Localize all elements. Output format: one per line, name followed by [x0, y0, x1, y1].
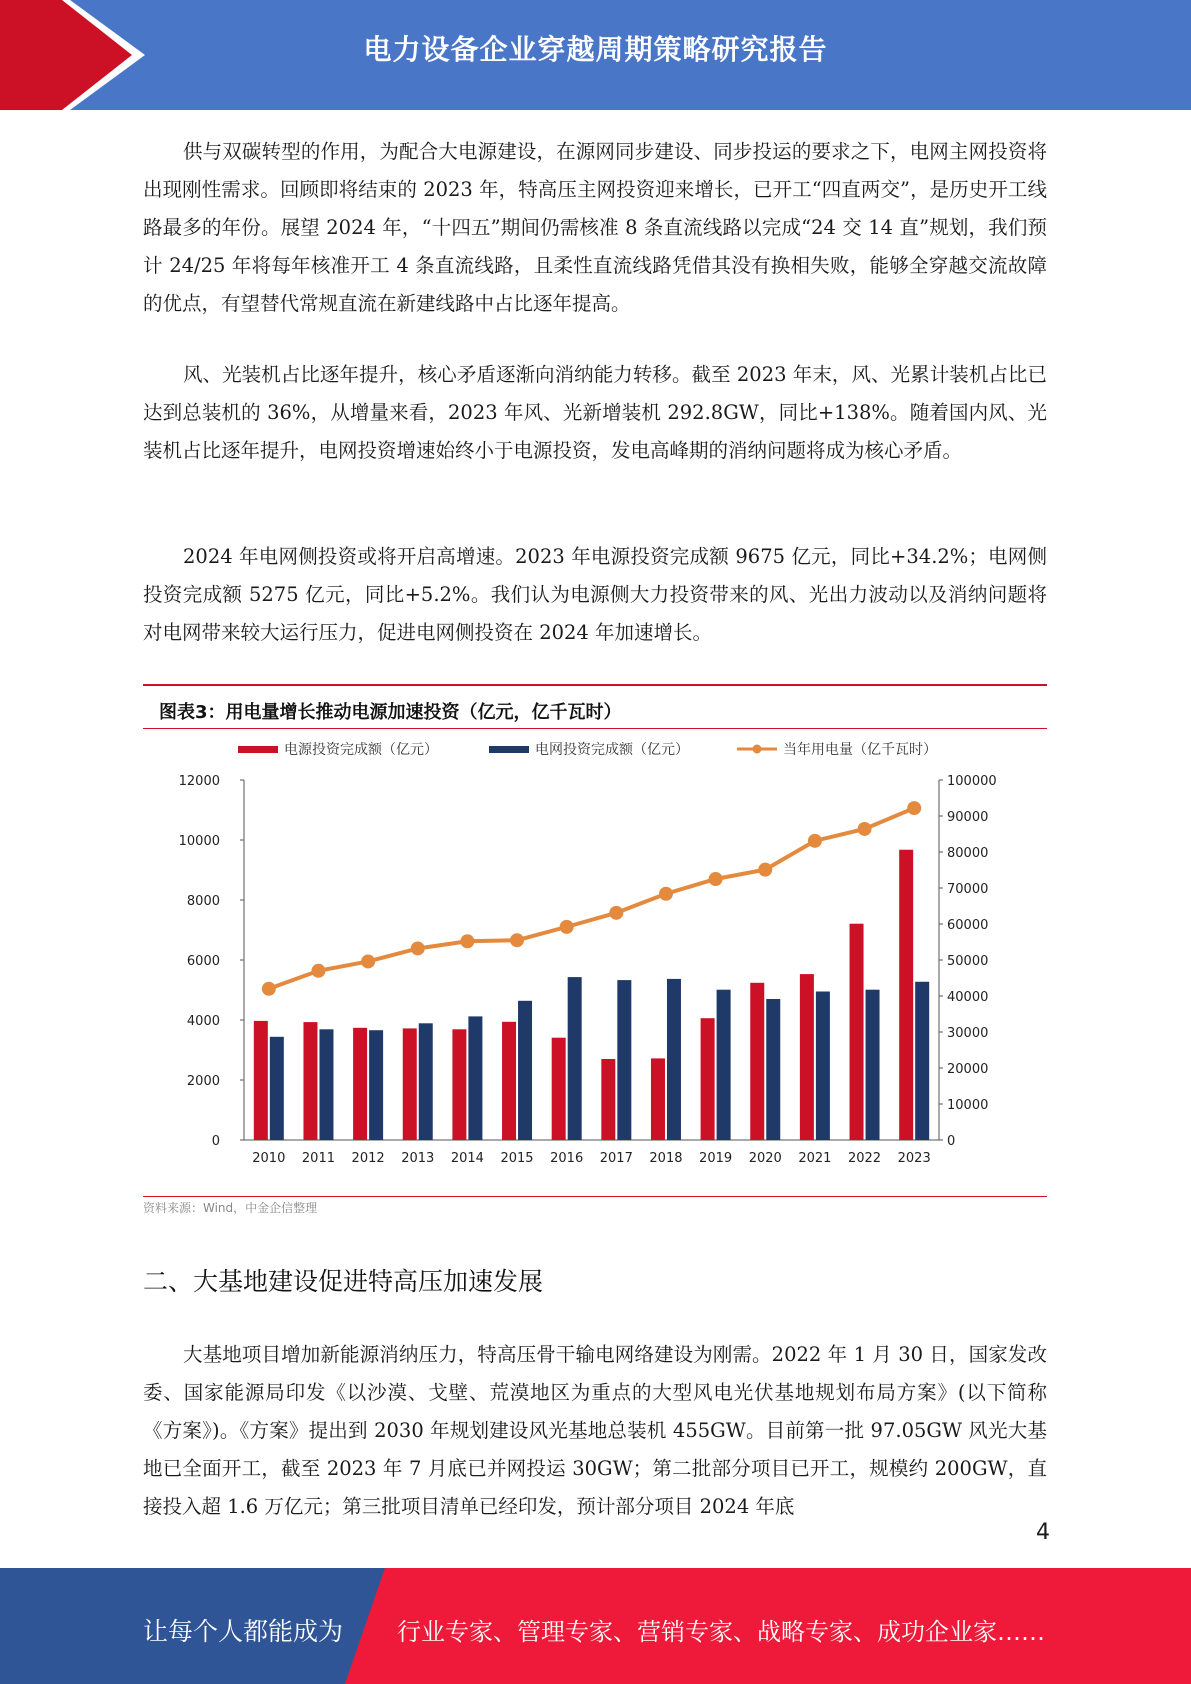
bar-1-2018 — [667, 979, 681, 1140]
legend-marker-2 — [753, 745, 762, 754]
y-left-tick-4: 8000 — [186, 894, 220, 909]
bar-0-2015 — [502, 1022, 516, 1140]
body-paragraph-4: 大基地项目增加新能源消纳压力，特高压骨干输电网络建设为刚需。2022 年 1 月 30 日，国家发改委、国家能源局印发《以沙漠、戈壁、荒漠地区为重点的大型风电光伏基地规划布局方案》(以下简称《方案》)。《方案》提出到 2030 年规划建设风光基地总装机 455GW。目前第一批 97.05GW 风光大基地已全面开工，截至 2023 年 7 月底已并网投运 30GW；第二批部分项目已开工，规模约 200GW，直接投入超 1.6 万亿元；第三批项目清单已经印发，预计部分项目 2024 年底 — [143, 1343, 1047, 1518]
bar-1-2023 — [915, 982, 929, 1140]
x-tick-2011: 2011 — [301, 1151, 336, 1166]
x-tick-2012: 2012 — [351, 1151, 385, 1166]
x-tick-2018: 2018 — [649, 1151, 683, 1166]
bar-0-2012 — [353, 1028, 367, 1140]
line-point-2016 — [560, 920, 574, 934]
bar-1-2020 — [766, 999, 780, 1140]
y-right-tick-4: 40000 — [947, 990, 989, 1005]
x-tick-2016: 2016 — [550, 1151, 584, 1166]
legend-label-1: 电网投资完成额（亿元） — [535, 742, 689, 758]
x-tick-2017: 2017 — [599, 1151, 633, 1166]
section-heading: 二、大基地建设促进特高压加速发展 — [143, 1267, 544, 1296]
figure-bottom-rule — [143, 1196, 1047, 1197]
bar-1-2019 — [717, 990, 731, 1140]
x-tick-2023: 2023 — [897, 1151, 931, 1166]
y-left-tick-3: 6000 — [186, 954, 220, 969]
bar-0-2023 — [899, 850, 913, 1140]
line-point-2020 — [758, 863, 772, 877]
line-point-2015 — [510, 933, 524, 947]
x-tick-2021: 2021 — [798, 1151, 832, 1166]
line-point-2010 — [262, 982, 276, 996]
x-tick-2022: 2022 — [847, 1151, 882, 1166]
body-paragraph-1: 供与双碳转型的作用，为配合大电源建设，在源网同步建设、同步投运的要求之下，电网主网投资将出现刚性需求。回顾即将结束的 2023 年，特高压主网投资迎来增长，已开工“四直两交”，是历史开工线路最多的年份。展望 2024 年，“十四五”期间仍需核准 8 条直流线路以完成“24 交 14 直”规划，我们预计 24/25 年将每年核准开工 4 条直流线路，且柔性直流线路凭借其没有换相失败，能够全穿越交流故障的优点，有望替代常规直流在新建线路中占比逐年提高。 — [143, 140, 1047, 315]
line-point-2018 — [659, 887, 673, 901]
y-right-tick-9: 90000 — [947, 810, 989, 825]
bar-1-2010 — [270, 1037, 284, 1140]
body-paragraph-2: 风、光装机占比逐年提升，核心矛盾逐渐向消纳能力转移。截至 2023 年末，风、光累计装机占比已达到总装机的 36%，从增量来看，2023 年风、光新增装机 292.8GW，同比+138%。随着国内风、光装机占比逐年提升，电网投资增速始终小于电源投资，发电高峰期的消纳问题将成为核心矛盾。 — [143, 363, 1047, 462]
y-right-tick-1: 10000 — [947, 1098, 989, 1113]
figure-title: 图表3：用电量增长推动电源加速投资（亿元，亿千瓦时） — [159, 702, 622, 723]
y-right-tick-6: 60000 — [947, 918, 989, 933]
bar-0-2020 — [750, 983, 764, 1140]
page-footer — [0, 1568, 1191, 1684]
x-tick-2013: 2013 — [401, 1151, 435, 1166]
line-point-2022 — [858, 822, 872, 836]
bar-0-2018 — [651, 1058, 665, 1140]
bar-1-2014 — [468, 1016, 482, 1140]
x-tick-2019: 2019 — [699, 1151, 733, 1166]
y-left-tick-0: 0 — [211, 1134, 220, 1149]
bar-0-2019 — [701, 1018, 715, 1140]
figure-3 — [143, 684, 1047, 1215]
bar-0-2016 — [552, 1038, 566, 1140]
line-point-2014 — [460, 934, 474, 948]
y-right-tick-2: 20000 — [947, 1062, 989, 1077]
legend-label-0: 电源投资完成额（亿元） — [284, 742, 438, 758]
x-tick-2010: 2010 — [252, 1151, 286, 1166]
bar-1-2012 — [369, 1030, 383, 1140]
investment-chart — [143, 724, 1047, 1194]
bar-1-2013 — [419, 1023, 433, 1140]
legend-swatch-1 — [489, 746, 529, 753]
bar-1-2011 — [319, 1029, 333, 1140]
line-point-2013 — [411, 941, 425, 955]
line-point-2021 — [808, 834, 822, 848]
x-tick-2014: 2014 — [450, 1151, 484, 1166]
bar-0-2014 — [452, 1029, 466, 1140]
y-left-tick-5: 10000 — [178, 834, 220, 849]
bar-0-2010 — [254, 1021, 268, 1140]
y-right-tick-3: 30000 — [947, 1026, 989, 1041]
y-left-tick-2: 4000 — [186, 1014, 220, 1029]
bar-0-2013 — [403, 1028, 417, 1140]
x-tick-2015: 2015 — [500, 1151, 534, 1166]
figure-top-rule — [143, 684, 1047, 686]
y-right-tick-0: 0 — [947, 1134, 956, 1149]
bar-1-2015 — [518, 1001, 532, 1140]
footer-slogan-right: 行业专家、管理专家、营销专家、战略专家、成功企业家…… — [397, 1618, 1045, 1646]
line-point-2017 — [609, 906, 623, 920]
footer-slogan-left: 让每个人都能成为 — [143, 1617, 344, 1646]
page-number: 4 — [1036, 1520, 1050, 1545]
y-right-tick-7: 70000 — [947, 882, 989, 897]
line-point-2019 — [709, 872, 723, 886]
bar-0-2022 — [850, 924, 864, 1140]
x-tick-2020: 2020 — [748, 1151, 782, 1166]
line-point-2023 — [907, 801, 921, 815]
bar-1-2017 — [617, 980, 631, 1140]
y-left-tick-6: 12000 — [178, 774, 220, 789]
bar-0-2017 — [601, 1059, 615, 1140]
bar-0-2011 — [303, 1022, 317, 1140]
bar-1-2022 — [866, 990, 880, 1140]
bar-1-2021 — [816, 992, 830, 1141]
bar-0-2021 — [800, 974, 814, 1140]
y-left-tick-1: 2000 — [186, 1074, 220, 1089]
y-right-tick-10: 100000 — [947, 774, 997, 789]
y-right-tick-5: 50000 — [947, 954, 989, 969]
line-point-2012 — [361, 954, 375, 968]
body-paragraph-3: 2024 年电网侧投资或将开启高增速。2023 年电源投资完成额 9675 亿元，同比+34.2%；电网侧投资完成额 5275 亿元，同比+5.2%。我们认为电源侧大力投资带来的风、光出力波动以及消纳问题将对电网带来较大运行压力，促进电网侧投资在 2024 年加速增长。 — [143, 545, 1047, 644]
report-title: 电力设备企业穿越周期策略研究报告 — [363, 33, 828, 66]
bar-1-2016 — [568, 977, 582, 1140]
legend-label-2: 当年用电量（亿千瓦时） — [783, 742, 937, 758]
y-right-tick-8: 80000 — [947, 846, 989, 861]
line-point-2011 — [311, 964, 325, 978]
page-header — [0, 0, 1191, 110]
legend-swatch-0 — [238, 746, 278, 753]
figure-source: 资料来源：Wind，中金企信整理 — [143, 1201, 318, 1215]
